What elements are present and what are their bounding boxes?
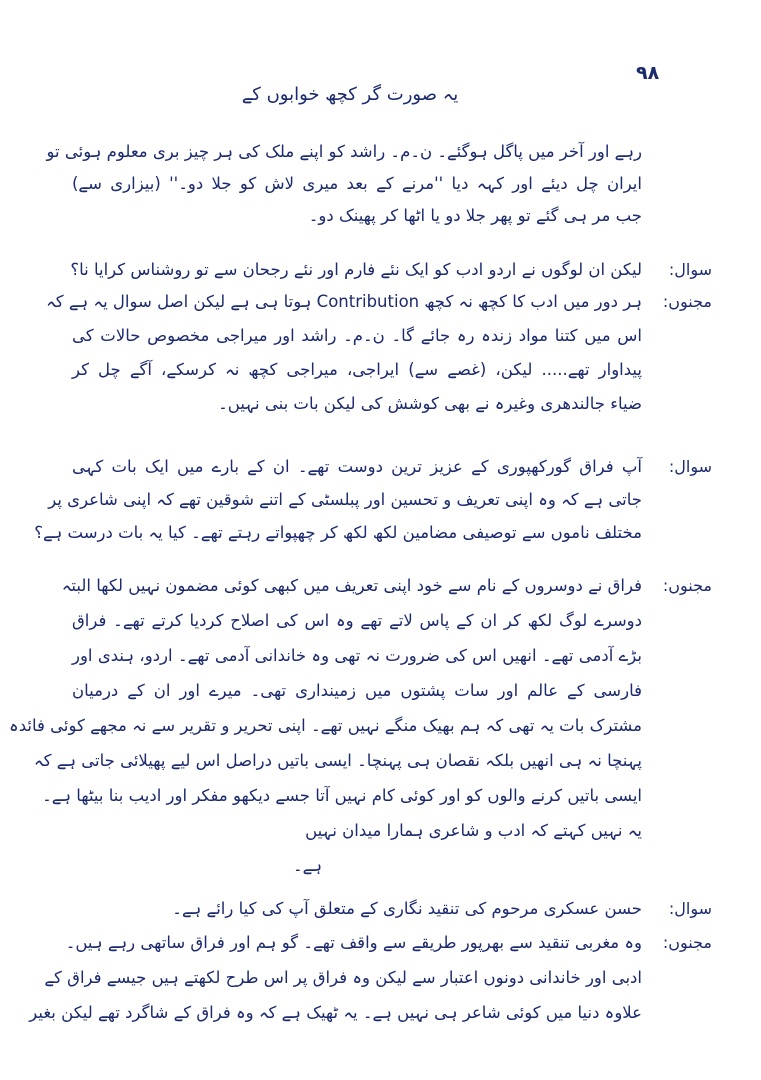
- text-line: جب مر ہی گئے تو پھر جلا دو یا اٹھا کر پھینک دو۔: [308, 206, 642, 225]
- question-3: [72, 893, 642, 925]
- speaker-label-question: سوال:: [668, 899, 712, 918]
- question-2: [34, 450, 642, 549]
- text-line: ہے۔: [292, 856, 322, 875]
- text-line: مختلف ناموں سے توصیفی مضامین لکھ لکھ کر چھپواتے رہتے تھے۔ کیا یہ بات درست ہے؟: [34, 523, 642, 542]
- speaker-label-answer: مجنوں:: [662, 933, 712, 952]
- text-line: بڑے آدمی تھے۔ انھیں اس کی ضرورت نہ تھی وہ خاندانی آدمی تھے۔ اردو، ہندی اور: [72, 646, 642, 665]
- text-line: ہر دور میں ادب کا کچھ نہ کچھ Contribution ہوتا ہی ہے لیکن اصل سوال یہ ہے کہ: [46, 292, 642, 311]
- answer-1: [46, 285, 642, 421]
- text-line: ایران چل دیئے اور کہہ دیا ''مرنے کے بعد میری لاش کو جلا دو۔'' (بیزاری سے): [72, 174, 642, 193]
- speaker-label-question: سوال:: [668, 457, 712, 476]
- text-line: حسن عسکری مرحوم کی تنقید نگاری کے متعلق آپ کی کیا رائے ہے۔: [172, 899, 642, 918]
- running-title: یہ صورت گر کچھ خوابوں کے: [241, 84, 459, 105]
- text-line: پیداوار تھے..... لیکن، (غصے سے) ایراجی، میراجی کچھ نہ کرسکے، آگے چل کر: [72, 360, 642, 379]
- text-line: پہنچا نہ ہی انھیں بلکہ نقصان ہی پہنچا۔ ایسی باتیں دراصل اس لیے پھیلائی جاتی ہے کہ: [33, 751, 642, 770]
- text-line: وہ مغربی تنقید سے بھرپور طریقے سے واقف تھے۔ گو ہم اور فراق ساتھی رہے ہیں۔: [65, 933, 642, 952]
- speaker-label-answer: مجنوں:: [662, 292, 712, 311]
- text-line: فراق نے دوسروں کے نام سے خود اپنی تعریف میں کبھی کوئی مضمون نہیں لکھا البتہ: [61, 576, 642, 595]
- text-line: فارسی کے عالم اور سات پشتوں میں زمینداری تھی۔ میرے اور ان کے درمیان: [72, 681, 642, 700]
- text-line: آپ فراق گورکھپوری کے عزیز ترین دوست تھے۔ ان کے بارے میں ایک بات کہی: [72, 457, 642, 476]
- answer-2: [9, 568, 642, 883]
- text-line: یہ نہیں کہتے کہ ادب و شاعری ہمارا میدان نہیں: [305, 821, 642, 840]
- text-line: ایسی باتیں کرنے والوں کو اور کوئی کام نہیں آتا جسے دیکھو مفکر اور ادیب بنا بیٹھا ہے۔: [42, 786, 642, 805]
- text-line: جاتی ہے کہ وہ اپنی تعریف و تحسین اور پبلسٹی کے اتنے شوقین تھے کہ اپنی شاعری پر: [48, 490, 642, 509]
- text-line: ضیاء جالندھری وغیرہ نے بھی کوشش کی لیکن بات بنی نہیں۔: [218, 394, 642, 413]
- text-line: اس میں کتنا مواد زندہ رہ جائے گا۔ ن۔م۔ راشد اور میراجی مخصوص حالات کی: [72, 326, 642, 345]
- paragraph-continuation: [46, 136, 642, 232]
- text-line: لیکن ان لوگوں نے اردو ادب کو ایک نئے فارم اور نئے رجحان سے تو روشناس کرایا نا؟: [70, 260, 642, 279]
- speaker-label-answer: مجنوں:: [662, 576, 712, 595]
- text-line: علاوہ دنیا میں کوئی شاعر ہی نہیں ہے۔ یہ ٹھیک ہے کہ وہ فراق کے شاگرد تھے لیکن بغیر: [29, 1003, 642, 1022]
- text-line: دوسرے لوگ لکھ کر ان کے پاس لاتے تھے وہ اس کی اصلاح کردیا کرتے تھے۔ فراق: [72, 611, 642, 630]
- text-line: ادبی اور خاندانی دونوں اعتبار سے لیکن وہ فراق پر اس طرح لکھتے ہیں جیسے فراق کے: [44, 968, 642, 987]
- page-number: ۹۸: [636, 62, 660, 84]
- answer-3: [29, 925, 642, 1030]
- text-line: مشترک بات یہ تھی کہ ہم بھیک منگے نہیں تھے۔ اپنی تحریر و تقریر سے نہ مجھے کوئی فائدہ: [9, 716, 642, 735]
- text-line: رہے اور آخر میں پاگل ہوگئے۔ ن۔م۔ راشد کو اپنے ملک کی ہر چیز بری معلوم ہوئی تو: [46, 142, 642, 161]
- speaker-label-question: سوال:: [668, 260, 712, 279]
- question-1: [72, 255, 642, 285]
